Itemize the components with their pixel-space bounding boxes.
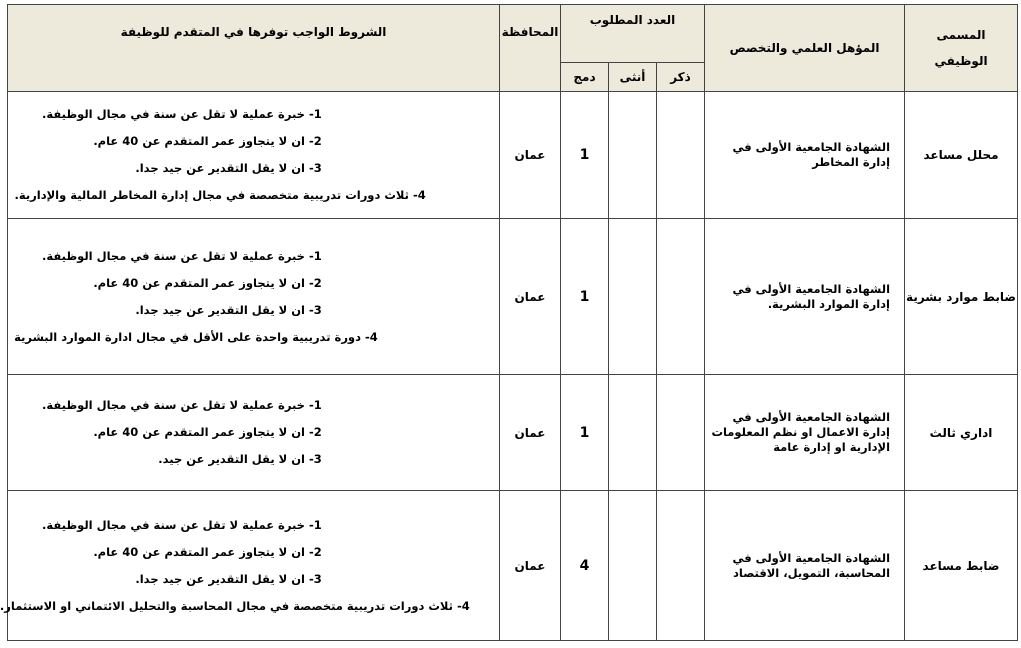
condition-text: ثلاث دورات تدريبية متخصصة في مجال المحاسبة والتحليل الائتماني او الاستثمار. [0, 598, 453, 613]
qualification-cell: الشهادة الجامعية الأولى في المحاسبة، التمويل، الاقتصاد [705, 491, 905, 641]
condition-number: -2 [309, 134, 322, 148]
condition-text: خبرة عملية لا تقل عن سنة في مجال الوظيفة. [42, 107, 305, 121]
governorate-cell: عمان [500, 375, 561, 491]
combined-count-cell: 1 [561, 92, 609, 219]
table-row [8, 375, 1018, 491]
job-title-cell: ضابط مساعد [905, 491, 1018, 641]
condition-item [12, 155, 485, 182]
condition-text: دورة تدريبية واحدة على الأقل في مجال ادارة الموارد البشرية [14, 329, 361, 344]
condition-text: ان لا يقل التقدير عن جيد جدا. [135, 571, 305, 586]
condition-item [12, 419, 485, 446]
conditions-list [8, 392, 499, 473]
jobs-table [0, 4, 1018, 641]
female-count-cell [609, 219, 657, 375]
condition-number: -1 [309, 517, 322, 532]
condition-number: -1 [309, 248, 322, 263]
header-job-title: المسمى الوظيفي [905, 5, 1018, 92]
condition-text: ان لا يقل التقدير عن جيد جدا. [135, 302, 305, 317]
conditions-list [8, 243, 499, 351]
header-conditions: الشروط الواجب توفرها في المتقدم للوظيفة [8, 5, 500, 92]
condition-text: ان لا يقل التقدير عن جيد جدا. [135, 161, 305, 175]
condition-number: -2 [309, 425, 322, 439]
job-title-cell: اداري ثالث [905, 375, 1018, 491]
condition-number: -1 [309, 107, 322, 121]
condition-number: -2 [309, 544, 322, 559]
condition-item [12, 243, 485, 270]
conditions-list [8, 101, 499, 209]
table-row [8, 219, 1018, 375]
condition-text: خبرة عملية لا تقل عن سنة في مجال الوظيفة. [42, 517, 305, 532]
male-count-cell [657, 491, 705, 641]
condition-text: ان لا يتجاوز عمر المتقدم عن 40 عام. [93, 544, 305, 559]
header-qualification: المؤهل العلمي والتخصص [705, 5, 905, 92]
condition-item [12, 182, 485, 209]
governorate-cell: عمان [500, 92, 561, 219]
male-count-cell [657, 375, 705, 491]
condition-text: ان لا يتجاوز عمر المتقدم عن 40 عام. [93, 425, 305, 439]
job-title-cell: محلل مساعد [905, 92, 1018, 219]
condition-item [12, 512, 485, 539]
qualification-cell: الشهادة الجامعية الأولى في إدارة الاعمال او نظم المعلومات الإدارية او إدارة عامة [705, 375, 905, 491]
condition-number: -3 [309, 302, 322, 317]
header-combined: دمج [561, 63, 609, 92]
condition-number: -3 [309, 452, 322, 466]
condition-number: -3 [309, 161, 322, 175]
condition-number: -4 [365, 329, 378, 344]
condition-item [12, 297, 485, 324]
female-count-cell [609, 491, 657, 641]
male-count-cell [657, 219, 705, 375]
condition-text: ان لا يقل التقدير عن جيد. [158, 452, 305, 466]
combined-count-cell: 1 [561, 219, 609, 375]
qualification-cell: الشهادة الجامعية الأولى في إدارة الموارد البشرية. [705, 219, 905, 375]
male-count-cell [657, 92, 705, 219]
condition-text: ان لا يتجاوز عمر المتقدم عن 40 عام. [93, 134, 305, 148]
combined-count-cell: 4 [561, 491, 609, 641]
qualification-cell: الشهادة الجامعية الأولى في إدارة المخاطر [705, 92, 905, 219]
governorate-cell: عمان [500, 491, 561, 641]
conditions-cell [8, 375, 500, 491]
job-title-cell: ضابط موارد بشرية [905, 219, 1018, 375]
conditions-cell [0, 491, 500, 641]
condition-text: ثلاث دورات تدريبية متخصصة في مجال إدارة المخاطر المالية والإدارية. [14, 188, 409, 202]
governorate-cell: عمان [500, 219, 561, 375]
condition-number: -3 [309, 571, 322, 586]
conditions-cell [8, 92, 500, 219]
condition-item [12, 392, 485, 419]
condition-item [12, 128, 485, 155]
condition-item [12, 101, 485, 128]
table-row [8, 491, 1018, 641]
conditions-list [0, 512, 499, 620]
header-governorate: المحافظة [500, 5, 561, 92]
header-female: أنثى [609, 63, 657, 92]
condition-item [12, 270, 485, 297]
condition-number: -4 [457, 598, 470, 613]
condition-item [12, 324, 485, 351]
combined-count-cell: 1 [561, 375, 609, 491]
condition-item [12, 566, 485, 593]
condition-number: -4 [413, 188, 426, 202]
table-row [8, 92, 1018, 219]
header-count-required: العدد المطلوب [561, 5, 705, 63]
condition-text: خبرة عملية لا تقل عن سنة في مجال الوظيفة. [42, 248, 305, 263]
condition-item [12, 446, 485, 473]
female-count-cell [609, 375, 657, 491]
condition-text: خبرة عملية لا تقل عن سنة في مجال الوظيفة. [42, 398, 305, 412]
condition-number: -2 [309, 275, 322, 290]
conditions-cell [8, 219, 500, 375]
condition-number: -1 [309, 398, 322, 412]
female-count-cell [609, 92, 657, 219]
condition-item [0, 593, 485, 620]
condition-text: ان لا يتجاوز عمر المتقدم عن 40 عام. [93, 275, 305, 290]
condition-item [12, 539, 485, 566]
header-male: ذكر [657, 63, 705, 92]
